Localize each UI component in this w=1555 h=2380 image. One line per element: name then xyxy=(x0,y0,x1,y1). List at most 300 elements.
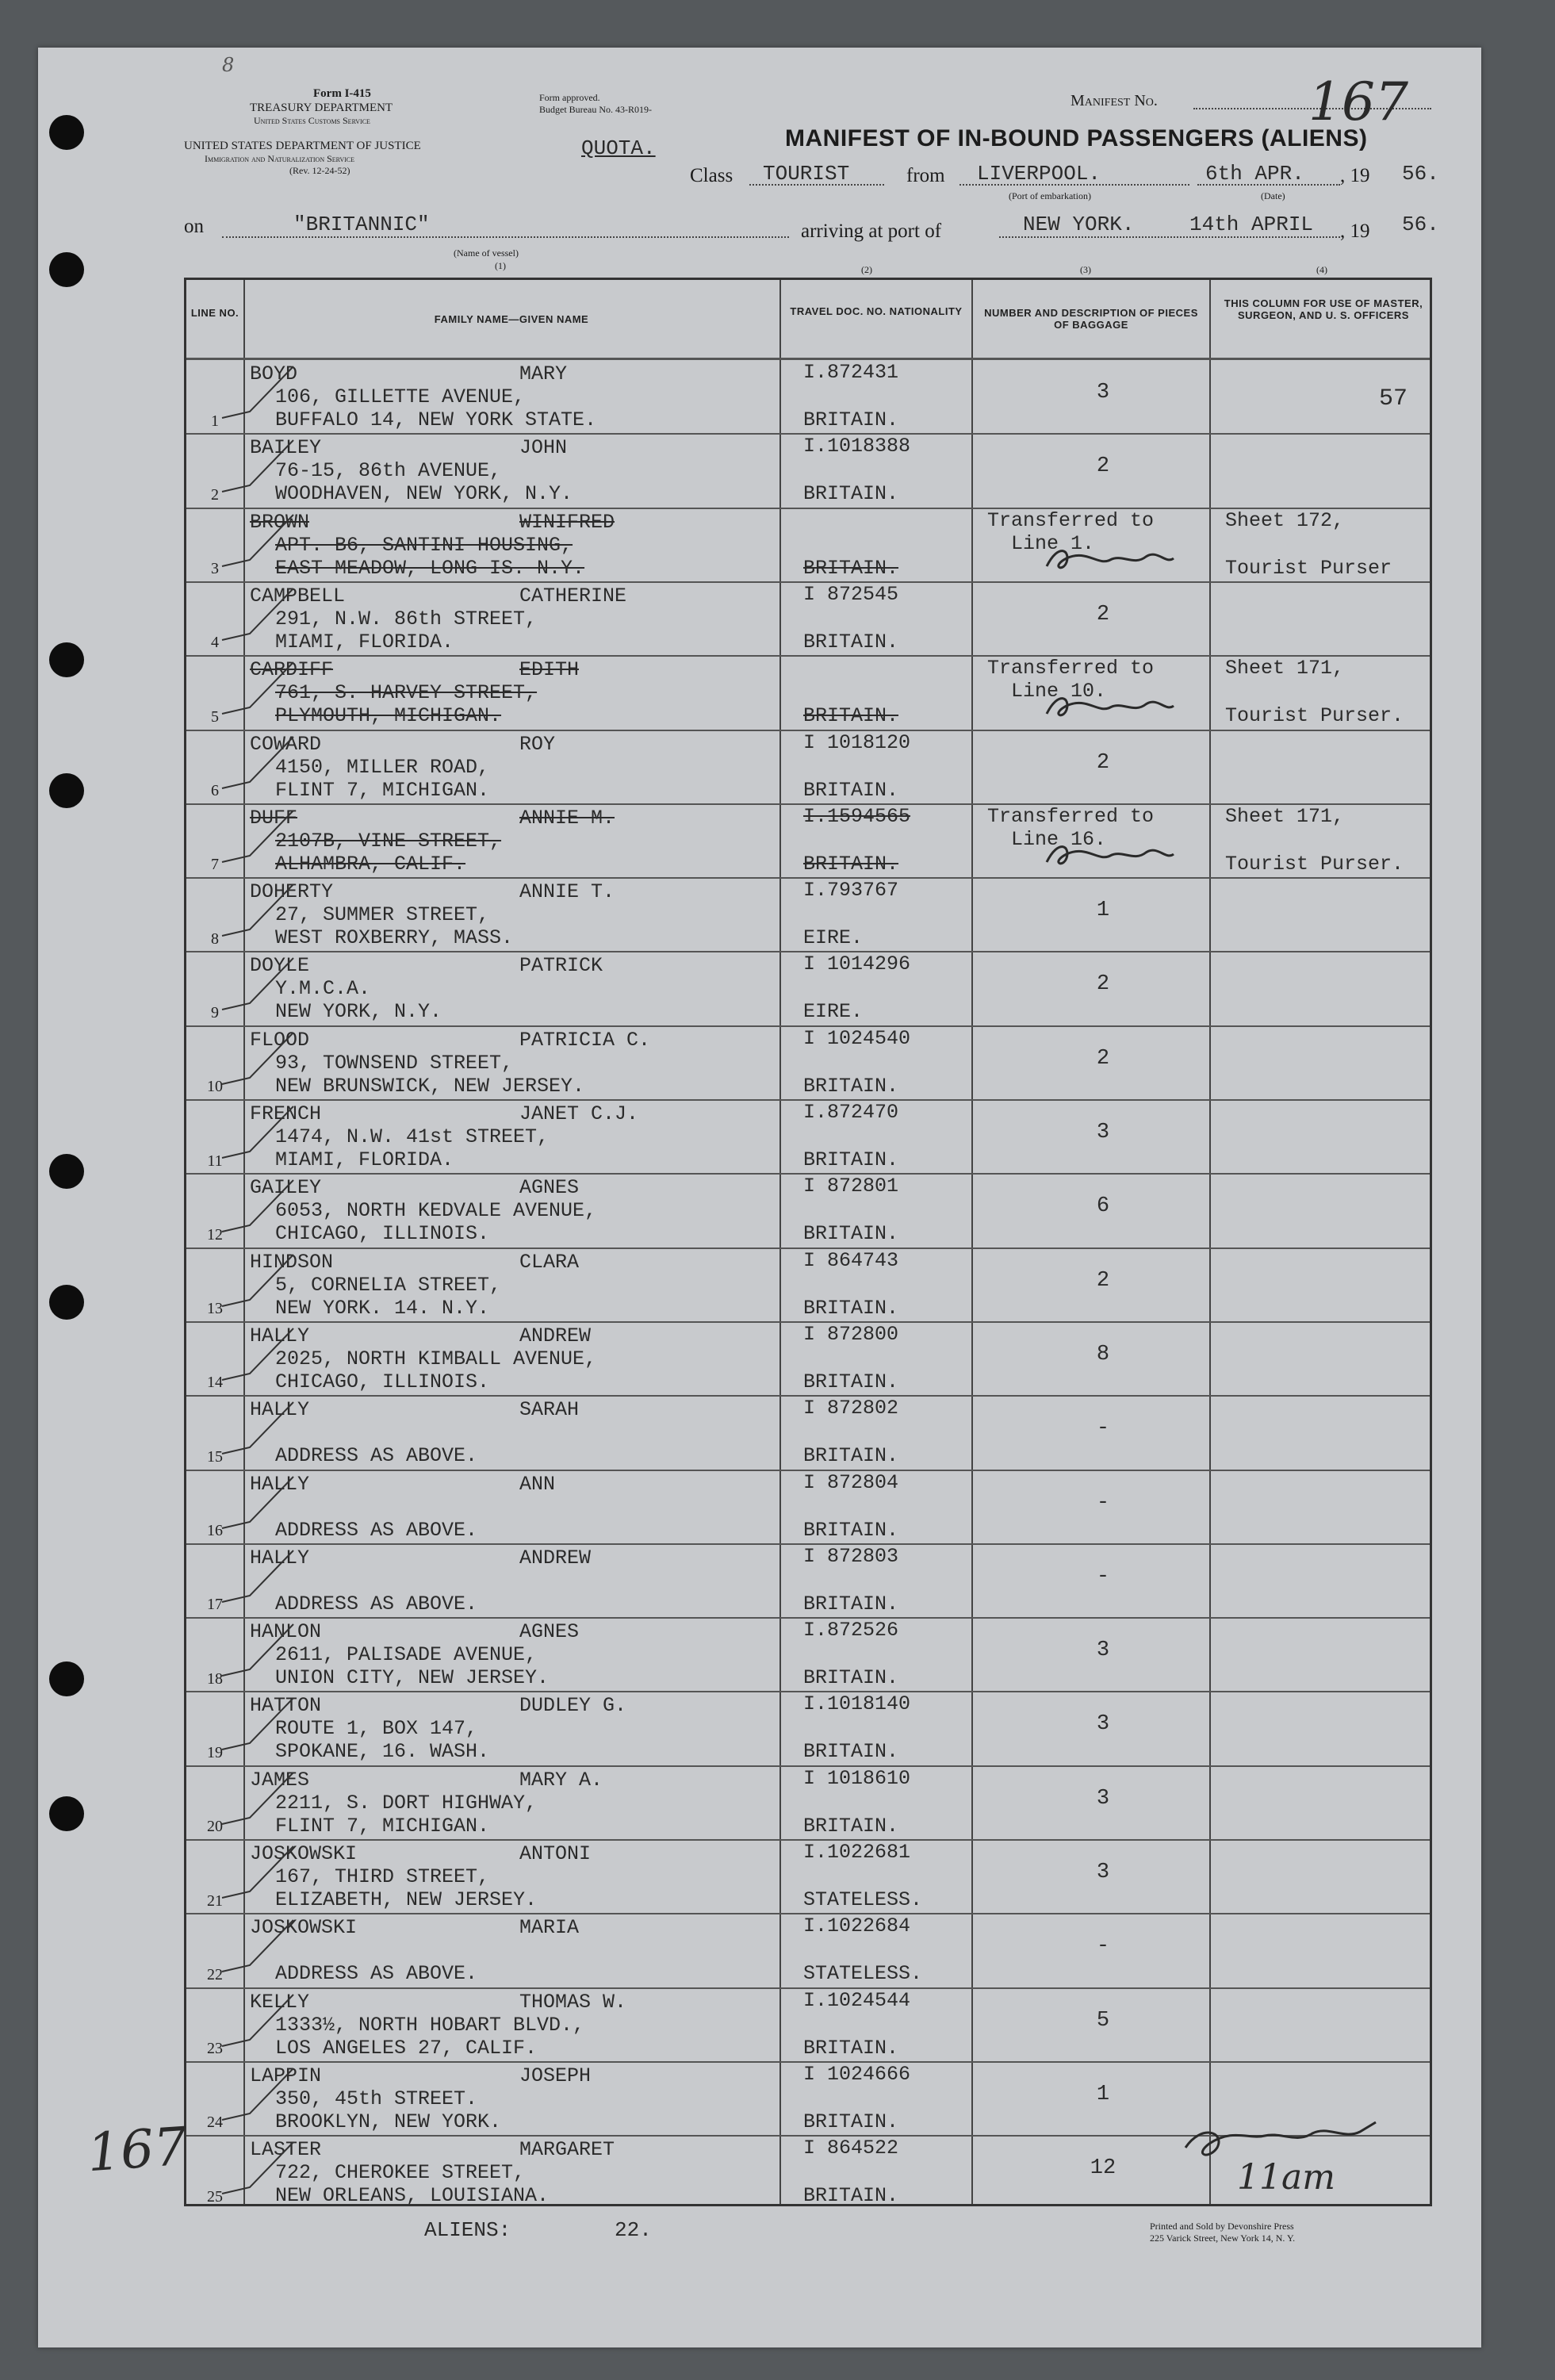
nationality: STATELESS. xyxy=(803,1962,923,1986)
travel-doc-number: I 1014296 xyxy=(803,952,911,976)
table-row xyxy=(186,730,1430,804)
address-line-2: MIAMI, FLORIDA. xyxy=(275,1148,454,1171)
vessel-name: "BRITANNIC" xyxy=(293,213,430,236)
departure-date: 6th APR. xyxy=(1205,162,1304,186)
officers-cell xyxy=(1220,1765,1433,1839)
table-row xyxy=(186,1987,1430,2062)
baggage-count: 8 xyxy=(1096,1342,1110,1366)
officers-cell xyxy=(1220,1691,1433,1765)
table-row xyxy=(186,1691,1430,1765)
officers-cell xyxy=(1220,951,1433,1025)
family-name: DOYLE xyxy=(250,954,310,978)
given-name: JOSEPH xyxy=(519,2064,592,2087)
class-value: TOURIST xyxy=(763,162,850,186)
initials-scrawl xyxy=(1043,838,1178,870)
class-label: Class xyxy=(690,165,733,186)
check-mark xyxy=(218,1251,297,1318)
given-name: PATRICK xyxy=(519,954,603,978)
line-number: 14 xyxy=(207,1374,223,1392)
given-name: ROY xyxy=(519,732,556,756)
family-name: JAMES xyxy=(250,1768,310,1792)
given-name: AGNES xyxy=(519,1620,580,1644)
travel-doc-number: I.793767 xyxy=(803,879,899,903)
port-embark-caption: (Port of embarkation) xyxy=(1009,190,1091,201)
passenger-table xyxy=(184,278,1432,2206)
address-line-1: 76-15, 86th AVENUE, xyxy=(275,459,502,483)
travel-doc-number: I.872431 xyxy=(803,361,899,384)
address-line-2: ADDRESS AS ABOVE. xyxy=(275,1518,478,1542)
travel-doc-number: I.872526 xyxy=(803,1619,899,1642)
address-line-1: ROUTE 1, BOX 147, xyxy=(275,1717,478,1741)
check-mark xyxy=(218,733,297,800)
given-name: WINIFRED xyxy=(519,510,615,534)
given-name: ANDREW xyxy=(519,1324,592,1347)
address-line-2: CHICAGO, ILLINOIS. xyxy=(275,1222,490,1246)
check-mark xyxy=(218,511,297,578)
baggage-count: 2 xyxy=(1096,750,1110,775)
officers-cell xyxy=(1220,730,1433,803)
punch-hole xyxy=(49,252,84,287)
baggage-count: 2 xyxy=(1096,1268,1110,1293)
baggage-cell xyxy=(987,1099,1219,1173)
transfer-note: Transferred to xyxy=(987,657,1155,680)
given-name: MARY A. xyxy=(519,1768,603,1792)
address-line-1: 167, THIRD STREET, xyxy=(275,1865,490,1888)
port-of-embarkation: LIVERPOOL. xyxy=(977,162,1101,186)
check-mark xyxy=(218,1546,297,1614)
address-line-2: CHICAGO, ILLINOIS. xyxy=(275,1370,490,1393)
given-name: MARGARET xyxy=(519,2138,615,2162)
family-name: FLOOD xyxy=(250,1028,310,1052)
baggage-cell xyxy=(987,1617,1219,1691)
officers-cell xyxy=(1220,359,1433,433)
baggage-cell xyxy=(987,1395,1219,1469)
manifest-number: 167 xyxy=(1308,71,1408,132)
nationality: STATELESS. xyxy=(803,1888,923,1911)
row-divider xyxy=(186,1321,1430,1323)
baggage-count: 3 xyxy=(1096,381,1110,404)
row-divider xyxy=(186,1099,1430,1101)
address-line-2: NEW YORK, N.Y. xyxy=(275,1000,442,1024)
col-num-1: (1) xyxy=(495,260,506,271)
check-mark xyxy=(218,1694,297,1761)
baggage-cell xyxy=(987,655,1219,729)
travel-doc-number: I 872803 xyxy=(803,1544,899,1568)
row-divider xyxy=(186,1765,1430,1767)
check-mark xyxy=(218,807,297,874)
transfer-note: Transferred to xyxy=(987,804,1155,828)
agency-ins: Immigration and Naturalization Service xyxy=(205,153,355,164)
baggage-count: 3 xyxy=(1096,1638,1110,1663)
officers-cell xyxy=(1220,1247,1433,1321)
transfer-line: Line 10. xyxy=(1011,680,1107,703)
table-row xyxy=(186,1839,1430,1914)
family-name: JOSKOWSKI xyxy=(250,1842,358,1865)
nationality: BRITAIN. xyxy=(803,1444,899,1468)
travel-doc-number: I 1018610 xyxy=(803,1766,911,1790)
col-header-name: FAMILY NAME—GIVEN NAME xyxy=(434,313,589,325)
table-row xyxy=(186,1173,1430,1247)
baggage-count: 1 xyxy=(1096,899,1110,923)
line-number: 15 xyxy=(207,1447,223,1466)
given-name: ANTONI xyxy=(519,1842,592,1865)
check-mark xyxy=(218,1991,297,2058)
line-number: 5 xyxy=(211,707,219,726)
officers-cell xyxy=(1220,1839,1433,1913)
family-name: GAILEY xyxy=(250,1176,322,1200)
officers-cell xyxy=(1220,877,1433,951)
check-mark xyxy=(218,2138,297,2206)
nationality: BRITAIN. xyxy=(803,1666,899,1690)
travel-doc-number: I.1018388 xyxy=(803,435,911,458)
officer-note-1: Sheet 171, xyxy=(1225,657,1345,680)
given-name: CATHERINE xyxy=(519,584,627,607)
row-divider xyxy=(186,1395,1430,1397)
punch-hole xyxy=(49,1661,84,1696)
travel-doc-number: I.872470 xyxy=(803,1101,899,1124)
officers-cell xyxy=(1220,1470,1433,1543)
officers-cell xyxy=(1220,1395,1433,1469)
quota-stamp: QUOTA. xyxy=(581,136,656,160)
baggage-count: 3 xyxy=(1096,1786,1110,1811)
table-row xyxy=(186,359,1430,434)
given-name: ANNIE M. xyxy=(519,806,615,830)
family-name: LAPPIN xyxy=(250,2064,322,2087)
row-divider xyxy=(186,1913,1430,1914)
agency-treasury: TREASURY DEPARTMENT xyxy=(250,102,393,114)
address-line-2: FLINT 7, MICHIGAN. xyxy=(275,1814,490,1838)
table-row xyxy=(186,951,1430,1025)
baggage-cell xyxy=(987,730,1219,803)
officer-note-2: Tourist Purser. xyxy=(1225,704,1404,728)
address-line-1: 1333½, NORTH HOBART BLVD., xyxy=(275,2013,585,2037)
address-line-1: 5, CORNELIA STREET, xyxy=(275,1273,502,1297)
travel-doc-number: I.1018140 xyxy=(803,1692,911,1716)
address-line-1: 761, S. HARVEY STREET, xyxy=(275,681,538,705)
baggage-count: 2 xyxy=(1096,454,1110,479)
baggage-cell xyxy=(987,581,1219,655)
address-line-1: 1474, N.W. 41st STREET, xyxy=(275,1125,550,1148)
nationality: BRITAIN. xyxy=(803,482,899,506)
officer-note-2: Tourist Purser. xyxy=(1225,852,1404,876)
baggage-cell xyxy=(987,1913,1219,1987)
nationality: BRITAIN. xyxy=(803,1222,899,1246)
nationality: BRITAIN. xyxy=(803,1074,899,1098)
baggage-count: 2 xyxy=(1096,602,1110,627)
address-line-1: 2025, NORTH KIMBALL AVENUE, xyxy=(275,1347,597,1370)
table-row xyxy=(186,1099,1430,1174)
baggage-count: 5 xyxy=(1096,2008,1110,2033)
check-mark xyxy=(218,362,297,430)
printer-line-2: 225 Varick Street, New York 14, N. Y. xyxy=(1150,2232,1296,2244)
address-line-2: NEW YORK. 14. N.Y. xyxy=(275,1296,490,1320)
check-mark xyxy=(218,1769,297,1836)
nationality: BRITAIN. xyxy=(803,2184,899,2208)
corner-sheet-number: 8 xyxy=(222,54,235,76)
given-name: DUDLEY G. xyxy=(519,1694,627,1718)
check-mark xyxy=(218,2064,297,2132)
baggage-count: - xyxy=(1096,1564,1110,1589)
year-prefix-2: , 19 xyxy=(1340,220,1370,242)
address-line-1: 2611, PALISADE AVENUE, xyxy=(275,1643,538,1667)
address-line-1: 291, N.W. 86th STREET, xyxy=(275,607,538,630)
date-caption: (Date) xyxy=(1261,190,1285,201)
aliens-count: 22. xyxy=(615,2218,652,2242)
address-line-2: NEW BRUNSWICK, NEW JERSEY. xyxy=(275,1074,585,1098)
check-mark xyxy=(218,1473,297,1540)
col-num-3: (3) xyxy=(1080,264,1091,275)
table-row xyxy=(186,508,1430,582)
travel-doc-number: I 872800 xyxy=(803,1322,899,1346)
row-divider xyxy=(186,877,1430,879)
baggage-cell xyxy=(987,1543,1219,1617)
baggage-count: 3 xyxy=(1096,1121,1110,1144)
officers-cell xyxy=(1220,1099,1433,1173)
table-row xyxy=(186,1321,1430,1396)
officer-note-1: Sheet 172, xyxy=(1225,508,1345,532)
baggage-cell xyxy=(987,359,1219,433)
address-line-2: WOODHAVEN, NEW YORK, N.Y. xyxy=(275,482,573,506)
line-number: 13 xyxy=(207,1300,223,1318)
nationality: BRITAIN. xyxy=(803,630,899,653)
nationality: BRITAIN. xyxy=(803,852,899,876)
family-name: DUFF xyxy=(250,806,298,830)
travel-doc-number: I 1024666 xyxy=(803,2062,911,2086)
punch-hole xyxy=(49,1154,84,1189)
officers-cell xyxy=(1220,508,1433,581)
address-line-1: 2107B, VINE STREET, xyxy=(275,829,502,853)
given-name: JANET C.J. xyxy=(519,1102,639,1125)
family-name: BOYD xyxy=(250,362,298,385)
table-row xyxy=(186,803,1430,878)
travel-doc-number: I.1022681 xyxy=(803,1841,911,1864)
row-divider xyxy=(186,1247,1430,1249)
col-header-doc: TRAVEL DOC. NO. NATIONALITY xyxy=(790,305,963,317)
address-line-2: LOS ANGELES 27, CALIF. xyxy=(275,2036,538,2060)
punch-hole xyxy=(49,1285,84,1320)
initials-scrawl xyxy=(1043,542,1178,574)
row-divider xyxy=(186,730,1430,731)
address-line-1: 27, SUMMER STREET, xyxy=(275,903,490,927)
row-divider xyxy=(186,581,1430,583)
family-name: HALLY xyxy=(250,1472,310,1496)
nationality: BRITAIN. xyxy=(803,704,899,728)
line-number: 25 xyxy=(207,2187,223,2206)
family-name: HALLY xyxy=(250,1398,310,1422)
baggage-count: 1 xyxy=(1096,2082,1110,2106)
family-name: CARDIFF xyxy=(250,658,334,682)
baggage-count: 2 xyxy=(1096,1046,1110,1071)
row-divider xyxy=(186,1543,1430,1545)
row-divider xyxy=(186,803,1430,805)
check-mark xyxy=(218,1842,297,1910)
officers-cell xyxy=(1220,1173,1433,1247)
address-line-1: 722, CHEROKEE STREET, xyxy=(275,2161,526,2185)
check-mark xyxy=(218,1916,297,1983)
row-divider xyxy=(186,1839,1430,1841)
address-line-2: MIAMI, FLORIDA. xyxy=(275,630,454,653)
baggage-cell xyxy=(987,951,1219,1025)
line-number: 9 xyxy=(211,1003,219,1021)
address-line-2: ADDRESS AS ABOVE. xyxy=(275,1444,478,1468)
form-id: Form I-415 xyxy=(313,87,371,100)
officers-cell xyxy=(1220,433,1433,507)
col-num-4: (4) xyxy=(1316,264,1327,275)
line-number: 17 xyxy=(207,1596,223,1614)
row-divider xyxy=(186,2061,1430,2063)
address-line-2: ADDRESS AS ABOVE. xyxy=(275,1962,478,1986)
baggage-cell xyxy=(987,1987,1219,2061)
manifest-no-label: Manifest No. xyxy=(1070,92,1158,109)
travel-doc-number: I 872545 xyxy=(803,582,899,606)
from-label: from xyxy=(906,165,945,186)
col-header-baggage: NUMBER AND DESCRIPTION OF PIECES OF BAGGAGE xyxy=(984,307,1198,331)
officers-cell xyxy=(1220,1543,1433,1617)
row-divider xyxy=(186,1987,1430,1989)
line-number: 6 xyxy=(211,782,219,800)
vessel-caption: (Name of vessel) xyxy=(454,247,519,259)
travel-doc-number: I 864743 xyxy=(803,1248,899,1272)
check-mark xyxy=(218,1398,297,1466)
family-name: HATTON xyxy=(250,1694,322,1718)
travel-doc-number: I.1022684 xyxy=(803,1914,911,1938)
table-row xyxy=(186,433,1430,508)
officers-cell xyxy=(1220,1987,1433,2061)
nationality: BRITAIN. xyxy=(803,1814,899,1838)
row-divider xyxy=(186,655,1430,657)
on-label: on xyxy=(184,216,204,237)
baggage-cell xyxy=(987,1247,1219,1321)
nationality: BRITAIN. xyxy=(803,1592,899,1615)
row-divider xyxy=(186,951,1430,952)
line-number: 24 xyxy=(207,2114,223,2132)
family-name: KELLY xyxy=(250,1990,310,2014)
table-row xyxy=(186,1543,1430,1618)
col-header-officers: THIS COLUMN FOR USE OF MASTER, SURGEON, AND U. S. OFFICERS xyxy=(1224,297,1423,321)
check-mark xyxy=(218,954,297,1021)
line-number: 1 xyxy=(211,412,219,430)
officer-note-2: Tourist Purser xyxy=(1225,556,1392,580)
address-line-1: 106, GILLETTE AVENUE, xyxy=(275,385,526,408)
baggage-count: - xyxy=(1096,1490,1110,1515)
row-divider xyxy=(186,1691,1430,1692)
address-line-2: ADDRESS AS ABOVE. xyxy=(275,1592,478,1615)
travel-doc-number: I.1024544 xyxy=(803,1988,911,2012)
table-row xyxy=(186,877,1430,952)
line-number: 12 xyxy=(207,1225,223,1244)
address-line-1: Y.M.C.A. xyxy=(275,977,371,1001)
baggage-count: - xyxy=(1096,1934,1110,1959)
table-row xyxy=(186,581,1430,656)
travel-doc-number: I 872804 xyxy=(803,1470,899,1494)
arrival-line xyxy=(999,236,1340,238)
nationality: BRITAIN. xyxy=(803,556,899,580)
officer-note-1: 57 xyxy=(1379,385,1408,412)
transfer-line: Line 16. xyxy=(1011,827,1107,851)
line-number: 16 xyxy=(207,1522,223,1540)
address-line-1: 350, 45th STREET. xyxy=(275,2087,478,2110)
table-row xyxy=(186,1247,1430,1322)
form-approval: Form approved. xyxy=(539,92,600,103)
arrival-year: 56. xyxy=(1402,213,1439,236)
row-divider xyxy=(186,1025,1430,1027)
address-line-2: SPOKANE, 16. WASH. xyxy=(275,1740,490,1764)
baggage-count: 6 xyxy=(1096,1194,1110,1219)
line-number: 11 xyxy=(207,1152,223,1170)
line-number: 10 xyxy=(207,1078,223,1096)
nationality: EIRE. xyxy=(803,1000,864,1024)
travel-doc-number: I 872802 xyxy=(803,1397,899,1420)
family-name: HINDSON xyxy=(250,1250,334,1274)
line-number: 21 xyxy=(207,1891,223,1910)
address-line-1: 93, TOWNSEND STREET, xyxy=(275,1051,514,1075)
address-line-1: 2211, S. DORT HIGHWAY, xyxy=(275,1791,538,1815)
nationality: BRITAIN. xyxy=(803,1518,899,1542)
signature-note: 11am xyxy=(1237,2157,1335,2198)
officers-cell xyxy=(1220,1025,1433,1099)
margin-sheet-number: 167 xyxy=(85,2115,190,2184)
given-name: MARIA xyxy=(519,1916,580,1940)
nationality: BRITAIN. xyxy=(803,1740,899,1764)
nationality: BRITAIN. xyxy=(803,1148,899,1171)
line-number: 3 xyxy=(211,560,219,578)
aliens-label: ALIENS: xyxy=(424,2218,511,2242)
baggage-count: 3 xyxy=(1096,1861,1110,1884)
row-divider xyxy=(186,508,1430,509)
travel-doc-number: I 1024540 xyxy=(803,1026,911,1050)
table-row xyxy=(186,1617,1430,1692)
table-row xyxy=(186,655,1430,730)
check-mark xyxy=(218,1102,297,1170)
baggage-cell xyxy=(987,1173,1219,1247)
check-mark xyxy=(218,1176,297,1244)
baggage-cell xyxy=(987,1839,1219,1913)
nationality: BRITAIN. xyxy=(803,2036,899,2060)
budget-bureau: Budget Bureau No. 43-R019- xyxy=(539,104,652,115)
line-number: 23 xyxy=(207,2040,223,2058)
given-name: ANDREW xyxy=(519,1546,592,1569)
baggage-cell xyxy=(987,877,1219,951)
check-mark xyxy=(218,1324,297,1392)
line-number: 20 xyxy=(207,1818,223,1836)
address-line-2: UNION CITY, NEW JERSEY. xyxy=(275,1666,550,1690)
baggage-count: 3 xyxy=(1096,1712,1110,1737)
address-line-2: WEST ROXBERRY, MASS. xyxy=(275,926,514,950)
row-divider xyxy=(186,433,1430,435)
address-line-2: BROOKLYN, NEW YORK. xyxy=(275,2110,502,2133)
line-number: 4 xyxy=(211,634,219,652)
punch-hole xyxy=(49,773,84,808)
row-divider xyxy=(186,1470,1430,1471)
check-mark xyxy=(218,436,297,504)
table-row xyxy=(186,1025,1430,1100)
col-header-line: LINE NO. xyxy=(190,307,239,319)
punch-hole xyxy=(49,1796,84,1831)
baggage-count: 12 xyxy=(1090,2156,1116,2181)
family-name: HALLY xyxy=(250,1546,310,1569)
officer-note-1: Sheet 171, xyxy=(1225,804,1345,828)
arrival-date: 14th APRIL xyxy=(1189,213,1314,236)
line-number: 19 xyxy=(207,1743,223,1761)
address-line-2: PLYMOUTH, MICHIGAN. xyxy=(275,704,502,728)
line-number: 8 xyxy=(211,929,219,948)
nationality: BRITAIN. xyxy=(803,2110,899,2133)
family-name: COWARD xyxy=(250,732,322,756)
check-mark xyxy=(218,584,297,652)
family-name: CAMPBELL xyxy=(250,584,346,607)
address-line-1: APT. B6, SANTINI HOUSING, xyxy=(275,533,573,557)
col-num-2: (2) xyxy=(861,264,872,275)
